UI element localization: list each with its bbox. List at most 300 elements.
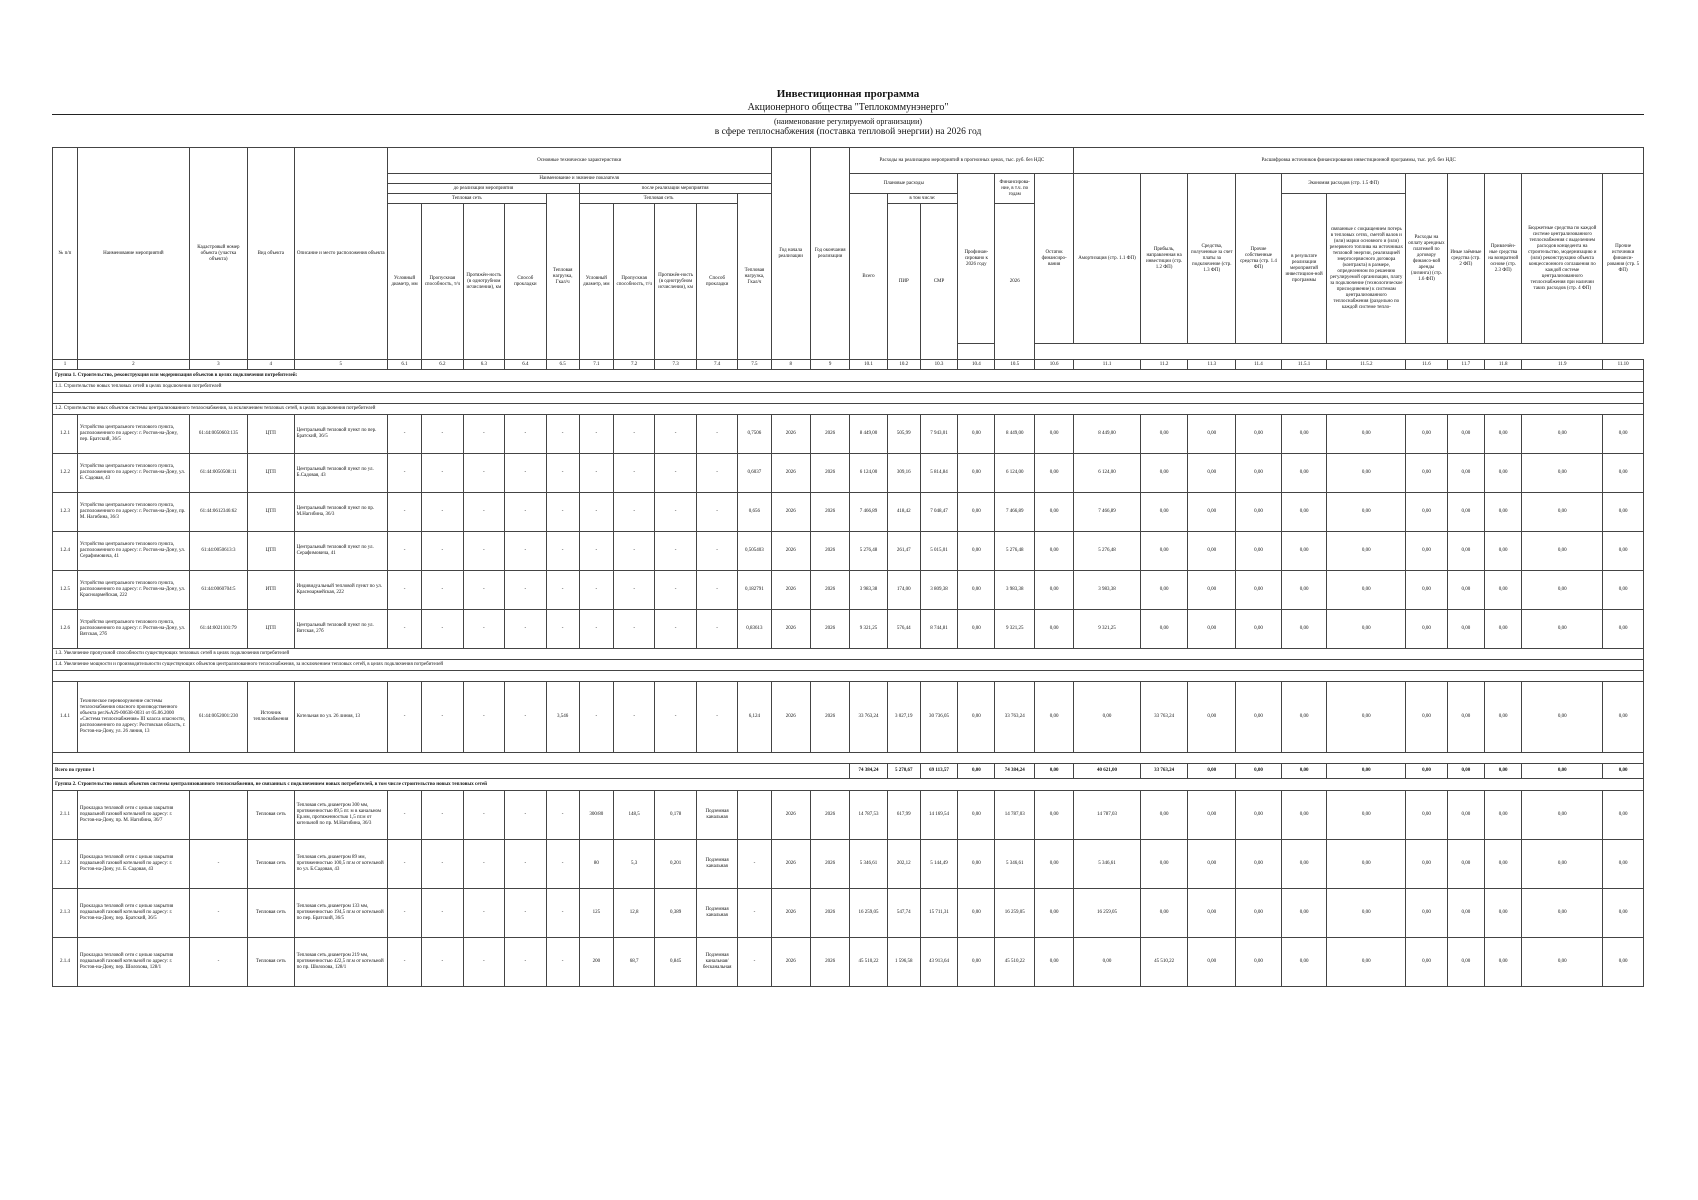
table-cell: 0,00	[1281, 938, 1327, 987]
hdr-tech: Основные технические характеристики	[387, 148, 771, 174]
group-1-title: Группа 1. Строительство, реконструкция или модернизация объектов в целях подключения потребителей:	[53, 370, 1644, 382]
table-cell: -	[505, 493, 546, 532]
table-cell: -	[579, 571, 613, 610]
hdr-heatnet-after: Тепловая сеть	[579, 194, 738, 204]
table-cell: 5 276,48	[850, 532, 887, 571]
hdr-num: № п/п	[53, 148, 78, 360]
table-cell: -	[655, 415, 696, 454]
table-cell: 2026	[771, 571, 810, 610]
table-cell: -	[505, 840, 546, 889]
table-cell	[189, 791, 247, 840]
table-cell: 5 015,01	[920, 532, 957, 571]
table-cell: -	[613, 682, 654, 753]
hdr-year-end: Год окончания реализации	[810, 148, 849, 360]
table-cell: 0,00	[1034, 840, 1073, 889]
hdr-year-start: Год начала реализации	[771, 148, 810, 360]
table-row	[53, 889, 1644, 938]
table-cell: 16 259,05	[850, 889, 887, 938]
table-cell: 1 596,58	[887, 938, 920, 987]
table-cell: Техническое перевооружение системы теплоснабжения опасного производственного объекта рег.№А29-00638-0031 от 05.06.2000 «Система теплоснабжения» III класса опасности, расположенного по адресу: Ростовская область, г. Ростов-на-Дону, ул. 26 линия, 13	[77, 682, 189, 753]
table-cell: -	[189, 889, 247, 938]
table-cell: 10.2	[887, 360, 920, 370]
table-cell: Тепловая сеть диаметром 300 мм, протяженностью 89,5 пг. м в канальном Ер.мм, протяженностью 1,5 пг.м от котельной по пр. М.Нагибина, 36/3	[294, 791, 387, 840]
table-cell: 0,00	[1406, 610, 1447, 649]
table-cell: 0,00	[1327, 764, 1406, 779]
table-cell: 617,99	[887, 791, 920, 840]
table-cell: 0,00	[1603, 938, 1644, 987]
table-cell: 68,7	[613, 938, 654, 987]
table-cell: 1.2.6	[53, 610, 78, 649]
table-cell: 61:44:0060704:5	[189, 571, 247, 610]
hdr-sav2: связанные с сокращением потерь в тепловых сетях, сметой валов и (или) марки основного и (или) резервного топлива на источниках тепловой энергии, реализацией энергосервисного договора (контракта) в размере, определенном по решению регулируемой организации, плату за подключение (технологическое присоединение) к системам централизованного теплоснабжения (раздельно по каждой системе тепло-	[1327, 194, 1406, 344]
table-cell: 0,656	[738, 493, 771, 532]
table-cell: Подземная канальная/ бесканальная	[696, 938, 737, 987]
hdr-before: до реализации мероприятия	[387, 184, 579, 194]
table-cell: 1.2.4	[53, 532, 78, 571]
table-cell: 2	[77, 360, 189, 370]
table-cell: 6 124,00	[1074, 454, 1140, 493]
table-cell: 0,00	[1327, 454, 1406, 493]
table-row	[53, 493, 1644, 532]
table-cell: 0,00	[1188, 532, 1236, 571]
table-cell: 0,00	[1034, 791, 1073, 840]
table-cell: -	[655, 532, 696, 571]
table-cell: 261,47	[887, 532, 920, 571]
table-cell: -	[387, 889, 421, 938]
table-cell: 0,00	[1034, 682, 1073, 753]
hdr-name: Наименование мероприятий	[77, 148, 189, 360]
table-cell: 0,505403	[738, 532, 771, 571]
subgroup-1-3: 1.3. Увеличение пропускной способности существующих тепловых сетей в целях подключения потребителей	[53, 649, 1644, 660]
table-cell: 2026	[771, 454, 810, 493]
table-row	[53, 571, 1644, 610]
table-cell: -	[422, 571, 463, 610]
table-cell: 0,00	[1281, 791, 1327, 840]
table-cell: 0,00	[958, 571, 995, 610]
table-cell: 0,00	[1406, 791, 1447, 840]
table-cell: -	[422, 889, 463, 938]
table-cell: 2026	[810, 454, 849, 493]
table-cell: 61:44:0050508:11	[189, 454, 247, 493]
table-cell: 2026	[810, 532, 849, 571]
table-cell: Устройство центрального теплового пункта, расположенного по адресу: г. Ростов-на-Дону, ул. Красноармейская, 222	[77, 571, 189, 610]
table-cell: 0,00	[1140, 840, 1188, 889]
table-cell: 7.5	[738, 360, 771, 370]
table-cell: 0,00	[1485, 791, 1522, 840]
table-cell: Тепловая сеть	[247, 840, 294, 889]
table-cell: 45 510,22	[995, 938, 1034, 987]
table-cell: 5 270,67	[887, 764, 920, 779]
table-cell: 0,178	[655, 791, 696, 840]
table-cell: 2026	[771, 610, 810, 649]
table-cell: 0,00	[1236, 764, 1282, 779]
table-cell: 11.8	[1485, 360, 1522, 370]
table-cell: 45 510,22	[1140, 938, 1188, 987]
investment-table	[52, 147, 1644, 987]
table-cell: 0,00	[1281, 610, 1327, 649]
hdr-other: Прочие источники финанси-рования (стр. 5 ФП)	[1603, 174, 1644, 344]
table-cell: -	[546, 938, 579, 987]
table-cell: 43 913,64	[920, 938, 957, 987]
table-cell: 1.4.1	[53, 682, 78, 753]
table-cell: 69 113,57	[920, 764, 957, 779]
table-cell: 0,00	[1522, 889, 1603, 938]
hdr-savings: Экономия расходов (стр. 1.5 ФП)	[1281, 174, 1405, 194]
table-cell: 0,00	[1485, 840, 1522, 889]
table-cell: 2026	[771, 938, 810, 987]
table-cell: 0,00	[1447, 493, 1484, 532]
hdr-amort: Амортизация (стр. 1.1 ФП)	[1074, 174, 1140, 344]
table-cell: 6.5	[546, 360, 579, 370]
table-cell: 10.4	[958, 360, 995, 370]
table-cell: 0,00	[1406, 938, 1447, 987]
hdr-load-before: Тепловая нагрузка, Гкал/ч	[546, 194, 579, 360]
table-cell: -	[505, 791, 546, 840]
table-cell: -	[463, 571, 504, 610]
table-cell: 0,00	[1034, 571, 1073, 610]
table-cell: 7.3	[655, 360, 696, 370]
table-cell: -	[505, 889, 546, 938]
table-cell: Тепловая сеть	[247, 889, 294, 938]
table-cell: 15 711,31	[920, 889, 957, 938]
table-cell: 0,00	[1406, 682, 1447, 753]
table-cell: 5 276,48	[995, 532, 1034, 571]
organization-name: Акционерного общества "Теплокоммунэнерго"	[747, 101, 949, 113]
table-cell: 0,00	[958, 840, 995, 889]
table-cell: Подземная канальная	[696, 840, 737, 889]
table-cell: 0,00	[1406, 840, 1447, 889]
table-cell: 0,00	[1522, 682, 1603, 753]
table-cell: -	[738, 938, 771, 987]
table-cell: -	[655, 610, 696, 649]
table-row	[53, 938, 1644, 987]
table-cell: -	[579, 682, 613, 753]
table-cell: 0,00	[1281, 415, 1327, 454]
table-cell: -	[546, 840, 579, 889]
table-cell: -	[655, 571, 696, 610]
table-row	[53, 682, 1644, 753]
doc-title: Инвестиционная программа	[776, 88, 920, 100]
table-cell: 0,00	[1447, 840, 1484, 889]
table-cell: ЦТП	[247, 415, 294, 454]
organization-caption: (наименование регулируемой организации)	[773, 117, 923, 127]
table-cell: 0,00	[1188, 840, 1236, 889]
table-cell: Прокладка тепловой сети с целью закрытия подвальной газовой котельной по адресу: г. Ростов-на-Дону, пер. Братский, 36/5	[77, 889, 189, 938]
table-cell: 0,00	[1188, 791, 1236, 840]
table-cell: 7 943,01	[920, 415, 957, 454]
hdr-heatnet-before: Тепловая сеть	[387, 194, 546, 204]
table-cell: 174,00	[887, 571, 920, 610]
table-cell: 8 744,81	[920, 610, 957, 649]
table-cell: -	[189, 938, 247, 987]
subgroup-1-4: 1.4. Увеличение мощности и производительности существующих объектов централизованного теплоснабжения, за исключением тепловых сетей, в целях подключения потребителей	[53, 660, 1644, 671]
program-scope: в сфере теплоснабжения (поставка тепловой энергии) на 2026 год	[714, 127, 982, 138]
table-cell: 0,00	[958, 764, 995, 779]
table-cell: 0,00	[1485, 682, 1522, 753]
table-cell: 2026	[810, 682, 849, 753]
table-cell: 0,00	[1140, 571, 1188, 610]
table-cell: 61:44:0021101:79	[189, 610, 247, 649]
hdr-connfee: Средства, полученные за счет платы за подключение (стр. 1.3 ФП)	[1188, 174, 1236, 344]
table-cell: -	[387, 454, 421, 493]
table-cell: 5 276,48	[1074, 532, 1140, 571]
table-cell: Подземная канальная	[696, 791, 737, 840]
table-cell: Тепловая сеть диаметром 219 мм, протяженностью 422,5 пг.м от котельной по пр. Шолохова, 128/1	[294, 938, 387, 987]
table-cell: 0,00	[1140, 791, 1188, 840]
table-cell: 0,00	[958, 938, 995, 987]
table-cell: ЦТП	[247, 454, 294, 493]
table-cell: -	[463, 791, 504, 840]
table-cell: -	[613, 493, 654, 532]
table-cell: 11.4	[1236, 360, 1282, 370]
table-cell: ИТП	[247, 571, 294, 610]
table-cell: 0,00	[1034, 532, 1073, 571]
table-cell: 0,00	[1034, 764, 1073, 779]
table-cell: 3 027,19	[887, 682, 920, 753]
table-cell: 2.1.1	[53, 791, 78, 840]
table-cell: 0,00	[1327, 840, 1406, 889]
table-cell: -	[387, 532, 421, 571]
table-cell: 0,00	[1485, 493, 1522, 532]
table-cell: -	[546, 493, 579, 532]
table-cell: 3 983,38	[850, 571, 887, 610]
table-cell: -	[422, 454, 463, 493]
table-cell: -	[696, 571, 737, 610]
table-cell: Котельная по ул. 26 линия, 13	[294, 682, 387, 753]
table-cell: 0,00	[1522, 532, 1603, 571]
header-rule	[52, 114, 1644, 115]
table-cell: 0,00	[1140, 415, 1188, 454]
table-cell: 0,00	[1327, 610, 1406, 649]
table-cell: -	[505, 454, 546, 493]
table-cell: 61:44:0052001:230	[189, 682, 247, 753]
table-cell: 3 983,38	[1074, 571, 1140, 610]
table-cell: Устройство центрального теплового пункта, расположенного по адресу: г. Ростов-на-Дону, ул. Б. Садовая, 43	[77, 454, 189, 493]
table-cell: 0,00	[1522, 571, 1603, 610]
table-cell: 74 384,24	[995, 764, 1034, 779]
table-cell: 0,00	[1522, 938, 1603, 987]
table-cell: 0,00	[1188, 682, 1236, 753]
table-cell: -	[546, 889, 579, 938]
table-cell: 0,00	[1447, 938, 1484, 987]
table-cell: 6.1	[387, 360, 421, 370]
table-cell: Центральный тепловой пункт по ул. Вятская, 27б	[294, 610, 387, 649]
table-cell: 7.2	[613, 360, 654, 370]
table-cell: 0,00	[1406, 415, 1447, 454]
table-cell: 2026	[810, 938, 849, 987]
table-cell: 0,00	[1236, 493, 1282, 532]
table-cell: 2.1.4	[53, 938, 78, 987]
table-cell: -	[387, 571, 421, 610]
table-cell: 547,74	[887, 889, 920, 938]
table-cell: 0,00	[1485, 415, 1522, 454]
table-cell: Индивидуальный тепловой пункт по ул. Красноармейская, 222	[294, 571, 387, 610]
table-cell: 7 466,89	[850, 493, 887, 532]
table-cell: 0,00	[1603, 682, 1644, 753]
table-cell: 10.5	[995, 360, 1034, 370]
table-cell: -	[505, 571, 546, 610]
table-cell: 0,00	[1522, 415, 1603, 454]
table-cell: -	[463, 889, 504, 938]
table-cell: 61:44:0050603:135	[189, 415, 247, 454]
hdr-budget: Бюджетные средства по каждой системе централизованного теплоснабжения с выделением расходов концедента на строительство, модернизацию и (или) реконструкцию объекта концессионного соглашения по каждой системе централизованного теплоснабжения при наличии таких расходов (стр. 4 ФП)	[1522, 174, 1603, 344]
table-cell: 11.1	[1074, 360, 1140, 370]
table-cell: -	[696, 682, 737, 753]
table-cell: 11.7	[1447, 360, 1484, 370]
table-cell: 0,00	[1281, 454, 1327, 493]
hdr-financing-years: Финансирова-ние, в т.ч. по годам	[995, 174, 1034, 204]
table-cell: 0,00	[1406, 493, 1447, 532]
table-cell: 0,00	[1603, 415, 1644, 454]
table-cell: -	[579, 493, 613, 532]
table-cell: 0,00	[1236, 791, 1282, 840]
table-cell: -	[738, 889, 771, 938]
table-cell: 1.2.2	[53, 454, 78, 493]
table-cell: 6.2	[422, 360, 463, 370]
table-cell: 7.1	[579, 360, 613, 370]
table-cell: 0,00	[958, 454, 995, 493]
table-cell: Подземная канальная	[696, 889, 737, 938]
table-row	[53, 532, 1644, 571]
table-cell: 2026	[771, 493, 810, 532]
hdr-capacity-before: Пропускная способность, т/ч	[422, 204, 463, 360]
table-cell: -	[463, 454, 504, 493]
table-cell: ЦТП	[247, 532, 294, 571]
table-cell: -	[505, 532, 546, 571]
table-cell: 0,00	[958, 791, 995, 840]
table-cell: 0,00	[1485, 454, 1522, 493]
table-cell: 7 466,89	[1074, 493, 1140, 532]
hdr-load-after: Тепловая нагрузка, Гкал/ч	[738, 194, 771, 360]
table-cell: 0,00	[1522, 610, 1603, 649]
table-cell: Прокладка тепловой сети с целью закрытия подвальной газовой котельной по адресу: г. Ростов-на-Дону, ул. Б. Садовая, 43	[77, 840, 189, 889]
table-cell: 0,00	[1327, 571, 1406, 610]
table-cell: 0,00	[1485, 571, 1522, 610]
table-cell: Тепловая сеть	[247, 938, 294, 987]
table-cell: 14 169,54	[920, 791, 957, 840]
table-cell: 576,44	[887, 610, 920, 649]
table-cell: -	[579, 532, 613, 571]
table-cell: 3 809,38	[920, 571, 957, 610]
table-cell: 2026	[771, 532, 810, 571]
document	[52, 88, 1644, 987]
table-cell: -	[696, 610, 737, 649]
table-cell: 0,00	[1603, 791, 1644, 840]
table-cell: 0,00	[1406, 454, 1447, 493]
table-cell: 0,00	[1281, 532, 1327, 571]
table-cell: 11.6	[1406, 360, 1447, 370]
table-cell: -	[546, 610, 579, 649]
hdr-smr: СМР	[920, 204, 957, 360]
table-cell: 0,00	[1485, 532, 1522, 571]
subgroup-1-1: 1.1. Строительство новых тепловых сетей в целях подключения потребителей	[53, 382, 1644, 393]
table-cell: 0,00	[1603, 493, 1644, 532]
rows-group-2	[53, 791, 1644, 987]
table-cell: 6 124,00	[995, 454, 1034, 493]
blank-row	[53, 393, 1644, 404]
table-cell: 0,00	[1603, 532, 1644, 571]
table-cell: 3 983,38	[995, 571, 1034, 610]
table-cell: -	[387, 791, 421, 840]
table-cell: 80	[579, 840, 613, 889]
hdr-sav1: в результате реализации мероприятий инвестицион-ной программы	[1281, 194, 1327, 344]
table-cell: -	[387, 493, 421, 532]
table-cell: 0,00	[1140, 889, 1188, 938]
table-cell: 2026	[771, 889, 810, 938]
table-cell: 0,00	[958, 493, 995, 532]
table-cell: 0,00	[1034, 415, 1073, 454]
hdr-lease: Расходы на оплату арендных платежей по договору финансо-вой аренды (лизинга) (стр. 1.6 ФП)	[1406, 174, 1447, 344]
table-cell: Тепловая сеть диаметром 89 мм, протяженностью 100,5 пг.м от котельной по ул. Б.Садовая, 43	[294, 840, 387, 889]
table-cell: 6 124,00	[850, 454, 887, 493]
hdr-borrowed: Иные заёмные средства (стр. 2 ФП)	[1447, 174, 1484, 344]
table-cell: 505,99	[887, 415, 920, 454]
table-row	[53, 791, 1644, 840]
table-cell: 12,8	[613, 889, 654, 938]
table-cell: -	[696, 493, 737, 532]
table-cell: 0,83613	[738, 610, 771, 649]
table-cell: -	[613, 532, 654, 571]
table-cell: 33 763,24	[995, 682, 1034, 753]
table-cell: Устройство центрального теплового пункта, расположенного по адресу: г. Ростов-на-Дону, пер. Братский, 36/5	[77, 415, 189, 454]
table-cell: 0,00	[1188, 454, 1236, 493]
table-cell: 3,546	[546, 682, 579, 753]
table-cell: 1	[53, 360, 78, 370]
table-cell: 0,00	[1522, 493, 1603, 532]
table-cell: 0,00	[1236, 571, 1282, 610]
table-cell: -	[422, 840, 463, 889]
table-cell: -	[463, 493, 504, 532]
table-cell: 8 449,00	[850, 415, 887, 454]
table-cell: 0,00	[1236, 532, 1282, 571]
hdr-costs: Расходы на реализацию мероприятий в прогнозных ценах, тыс. руб. без НДС	[850, 148, 1074, 174]
table-cell: 11.5.1	[1281, 360, 1327, 370]
table-cell: 0,00	[1406, 532, 1447, 571]
table-cell: Прокладка тепловой сети с целью закрытия подвальной газовой котельной по адресу: г. Ростов-на-Дону, пр. М. Нагибина, 36/7	[77, 791, 189, 840]
table-cell: 9	[810, 360, 849, 370]
table-cell: 5 346,61	[850, 840, 887, 889]
hdr-plan: Плановые расходы	[850, 174, 958, 194]
table-cell: 14 787,03	[995, 791, 1034, 840]
table-cell: 0,00	[1522, 791, 1603, 840]
table-cell: 0,00	[1236, 840, 1282, 889]
table-cell: -	[546, 415, 579, 454]
table-cell: 0,00	[1522, 764, 1603, 779]
table-cell: 200	[579, 938, 613, 987]
table-cell: 45 510,22	[850, 938, 887, 987]
table-cell: 8 449,00	[1074, 415, 1140, 454]
table-cell: 9 321,25	[850, 610, 887, 649]
table-cell: 61:44:0050613:3	[189, 532, 247, 571]
table-cell: -	[387, 682, 421, 753]
table-cell: 40 621,00	[1074, 764, 1140, 779]
hdr-length-after: Протяжён-ность (в однотрубном исчислении), км	[655, 204, 696, 360]
table-cell: -	[546, 532, 579, 571]
table-cell: 0,00	[1034, 889, 1073, 938]
rows-group-1-2	[53, 415, 1644, 649]
table-cell: 2.1.3	[53, 889, 78, 938]
table-cell: 2026	[810, 791, 849, 840]
table-cell: 2026	[810, 493, 849, 532]
table-cell: Центральный тепловой пункт по пер. Братский, 36/5	[294, 415, 387, 454]
table-cell: 0,00	[1281, 764, 1327, 779]
hdr-laying-before: Способ прокладки	[505, 204, 546, 360]
table-cell: 5	[294, 360, 387, 370]
table-cell: 30 736,05	[920, 682, 957, 753]
table-cell: 2026	[810, 415, 849, 454]
table-cell: -	[387, 610, 421, 649]
table-cell: Всего по группе 1	[53, 764, 850, 779]
